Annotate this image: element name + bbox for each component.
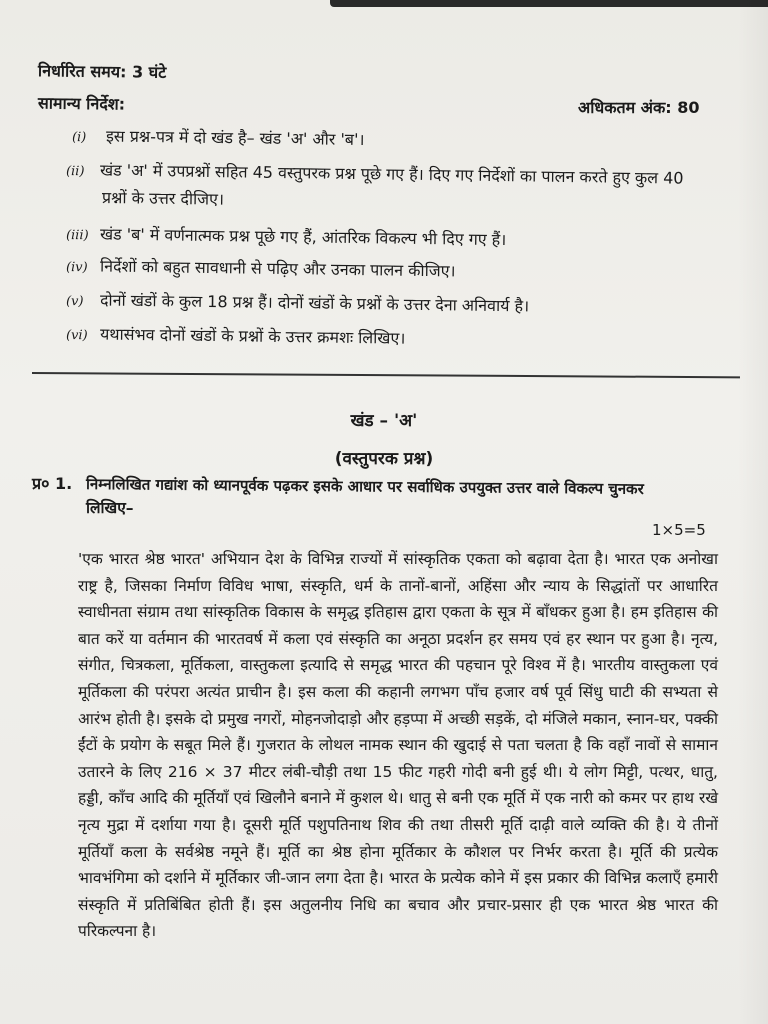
instruction-text: इस प्रश्न-पत्र में दो खंड है– खंड 'अ' और 'ब'। — [105, 126, 365, 150]
instruction-number: (iii) — [65, 228, 89, 244]
instruction-item — [66, 224, 507, 252]
question-marks: 1×5=5 — [652, 521, 706, 539]
page-shading — [738, 0, 768, 1024]
instruction-number: (v) — [65, 294, 84, 310]
instruction-item — [66, 160, 684, 191]
instruction-text: खंड 'ब' में वर्णनात्मक प्रश्न पूछे गए हैं, आंतरिक विकल्प भी दिए गए हैं। — [99, 224, 507, 250]
passage-text: 'एक भारत श्रेष्ठ भारत' अभियान देश के विभिन्न राज्यों में सांस्कृतिक एकता को बढ़ावा देता है। भारत एक अनोखा राष्ट्र है, जिसका निर्माण विविध भाषा, संस्कृति, धर्म के तानों-बानों, अहिंसा और न्याय के सिद्धांतों पर आधारित स्वाधीनता संग्राम तथा सांस्कृतिक विकास के समृद्ध इतिहास द्वारा एकता के सूत्र में बाँधकर हुआ है। हम इतिहास की बात करें या वर्तमान की भारतवर्ष में कला एवं संस्कृति का अनूठा प्रदर्शन हर समय एवं हर स्थान पर हुआ है। नृत्य, संगीत, चित्रकला, मूर्तिकला, वास्तुकला इत्यादि से समृद्ध भारत की पहचान पूरे विश्व में है। भारतीय वास्तुकला एवं मूर्तिकला की परंपरा अत्यंत प्राचीन है। इस कला की कहानी लगभग पाँच हजार वर्ष पूर्व सिंधु घाटी की सभ्यता से आरंभ होती है। इसके दो प्रमुख नगरों, मोहनजोदाड़ो और हड़प्पा में अच्छी सड़कें, दो मंजिले मकान, स्नान-घर, पक्की ईंटों के प्रयोग के सबूत मिले हैं। गुजरात के लोथल नामक स्थान की खुदाई से पता चलता है कि वहाँ नावों से सामान उतारने के लिए 216 × 37 मीटर लंबी-चौड़ी तथा 15 फीट गहरी गोदी बनी हुई थी। ये लोग मिट्टी, पत्थर, धातु, हड्डी, काँच आदि की मूर्तियाँ एवं खिलौने बनाने में कुशल थे। धातु से बनी एक मूर्ति में एक नारी को कमर पर हाथ रखे नृत्य मुद्रा में दर्शाया गया है। दूसरी मूर्ति पशुपतिनाथ शिव की तथा तीसरी मूर्ति दाढ़ी वाले व्यक्ति की है। ये तीनों मूर्तियाँ कला के सर्वश्रेष्ठ नमूने हैं। मूर्ति का श्रेष्ठ होना मूर्तिकार के कौशल पर निर्भर करता है। मूर्ति की प्रत्येक भावभंगिमा को दर्शाने में मूर्तिकार जी-जान लगा देता है। भारत के प्रत्येक कोने में इस प्रकार की विभिन्न कलाएँ हमारी संस्कृति में प्रतिबिंबित होती हैं। इस अतुलनीय निधि का बचाव और प्रचार-प्रसार ही एक भारत श्रेष्ठ भारत की परिकल्पना है। — [78, 550, 718, 941]
instruction-number: (ii) — [65, 164, 85, 180]
max-marks: अधिकतम अंक: 80 — [578, 98, 700, 117]
question-text: निम्नलिखित गद्यांश को ध्यानपूर्वक पढ़कर इसके आधार पर सर्वाधिक उपयुक्त उत्तर वाले विकल्प चुनकर — [85, 475, 644, 498]
instruction-item — [72, 126, 365, 152]
instruction-text: निर्देशों को बहुत सावधानी से पढ़िए और उनका पालन कीजिए। — [99, 256, 456, 281]
general-instructions-title: सामान्य निर्देश: — [37, 93, 126, 114]
section-subtitle: (वस्तुपरक प्रश्न) — [334, 449, 434, 469]
instruction-text: दोनों खंडों के कुल 18 प्रश्न हैं। दोनों खंडों के प्रश्नों के उत्तर देना अनिवार्य है। — [99, 290, 530, 316]
instruction-item — [66, 256, 456, 283]
instruction-number: (iv) — [65, 260, 88, 276]
question-label: प्र० 1. — [32, 474, 73, 493]
instruction-number: (vi) — [65, 328, 88, 344]
instruction-item — [66, 324, 406, 351]
instruction-item — [66, 290, 529, 318]
section-divider — [32, 372, 740, 378]
question-text-continued: लिखिए– — [86, 499, 134, 517]
instruction-text: खंड 'अ' में उपप्रश्नों सहित 45 वस्तुपरक प्रश्न पूछे गए हैं। दिए गए निर्देशों का पालन करते हुए कुल 40 — [99, 160, 684, 188]
time-allowed: निर्धारित समय: 3 घंटे — [37, 61, 167, 82]
page-edge-shadow — [330, 0, 768, 7]
instruction-text-continued: प्रश्नों के उत्तर दीजिए। — [101, 188, 225, 209]
instruction-number: (i) — [71, 130, 87, 146]
section-title: खंड – 'अ' — [350, 411, 418, 431]
instruction-text: यथासंभव दोनों खंडों के प्रश्नों के उत्तर क्रमशः लिखिए। — [99, 324, 406, 348]
